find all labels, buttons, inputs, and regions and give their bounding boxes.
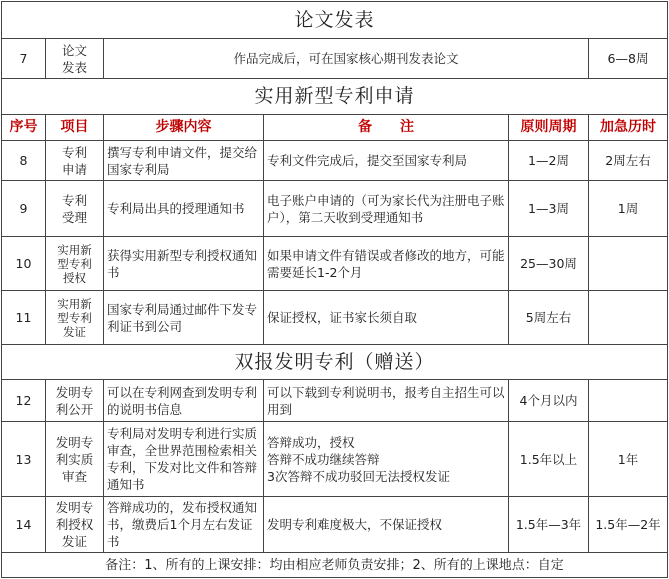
steps-cell: 答辩成功的，发布授权通知书，缴费后1个月左右发证书 (104, 497, 264, 553)
steps-cell: 可以在专利网查到发明专利的说明书信息 (104, 380, 264, 422)
header-item: 项目 (46, 115, 104, 141)
item-text: 论文 发表 (61, 42, 87, 75)
item-text: 发明专 利实质 审查 (55, 434, 94, 484)
period-cell: 6—8周 (589, 39, 668, 79)
item-cell (46, 497, 104, 553)
remarks-cell: 发明专利难度极大，不保证授权 (264, 497, 509, 553)
period-cell: 5周左右 (509, 291, 589, 345)
row-number: 14 (2, 497, 46, 553)
urgent-cell (589, 291, 668, 345)
period-cell: 1.5年以上 (509, 422, 589, 497)
item-cell (46, 237, 104, 291)
section-title-invention: 双报发明专利（赠送） (2, 345, 668, 380)
footnote-row (2, 553, 668, 578)
item-text: 实用新 型专利 发证 (57, 296, 92, 339)
section-title-row (2, 345, 668, 380)
row-number: 12 (2, 380, 46, 422)
table-row (2, 39, 668, 79)
item-text: 专利 申请 (61, 144, 87, 177)
item-text: 发明专 利公开 (55, 384, 94, 417)
item-text: 实用新 型专利 授权 (57, 242, 92, 285)
table-row (2, 380, 668, 422)
footnote: 备注：1、所有的上课安排：均由相应老师负责安排；2、所有的上课地点：自定 (2, 553, 668, 578)
remarks-cell: 电子账户申请的（可为家长代为注册电子账户），第二天收到受理通知书 (264, 181, 509, 237)
item-cell (46, 39, 104, 79)
period-cell: 1.5年—3年 (509, 497, 589, 553)
row-number: 8 (2, 141, 46, 181)
urgent-cell: 2周左右 (589, 141, 668, 181)
header-urgent: 加急历时 (589, 115, 668, 141)
item-cell (46, 291, 104, 345)
content-cell: 作品完成后，可在国家核心期刊发表论文 (104, 39, 589, 79)
steps-cell: 专利局出具的授理通知书 (104, 181, 264, 237)
section-title-paper: 论文发表 (2, 2, 668, 39)
row-number: 10 (2, 237, 46, 291)
remarks-text: 答辩成功，授权 答辩不成功继续答辩 3次答辩不成功驳回无法授权发证 (267, 434, 450, 484)
item-text: 发明专 利授权 发证 (55, 500, 94, 549)
section-title-utility: 实用新型专利申请 (2, 79, 668, 115)
urgent-cell: 1周 (589, 181, 668, 237)
row-number: 11 (2, 291, 46, 345)
remarks-cell: 可以下载到专利说明书，报考自主招生可以用到 (264, 380, 509, 422)
header-period: 原则周期 (509, 115, 589, 141)
period-cell: 25—30周 (509, 237, 589, 291)
remarks-cell: 如果申请文件有错误或者修改的地方，可能需要延长1-2个月 (264, 237, 509, 291)
remarks-cell: 专利文件完成后，提交至国家专利局 (264, 141, 509, 181)
item-cell (46, 422, 104, 497)
row-number: 13 (2, 422, 46, 497)
table-row (2, 497, 668, 553)
urgent-cell (589, 237, 668, 291)
remarks-cell (264, 422, 509, 497)
steps-cell: 撰写专利申请文件，提交给国家专利局 (104, 141, 264, 181)
urgent-cell (589, 380, 668, 422)
remarks-cell: 保证授权，证书家长须自取 (264, 291, 509, 345)
table-row (2, 291, 668, 345)
item-cell (46, 181, 104, 237)
section-title-row (2, 79, 668, 115)
header-steps: 步骤内容 (104, 115, 264, 141)
item-cell (46, 141, 104, 181)
steps-cell: 专利局对发明专利进行实质审查，全世界范围检索相关专利，下发对比文件和答辩通知书 (104, 422, 264, 497)
section-title-row (2, 2, 668, 39)
table-row (2, 141, 668, 181)
steps-cell: 国家专利局通过邮件下发专利证书到公司 (104, 291, 264, 345)
table-row (2, 181, 668, 237)
table-row (2, 422, 668, 497)
table-row (2, 237, 668, 291)
header-remarks: 备 注 (264, 115, 509, 141)
row-number: 7 (2, 39, 46, 79)
period-cell: 1—2周 (509, 141, 589, 181)
urgent-cell: 1.5年—2年 (589, 497, 668, 553)
steps-cell: 获得实用新型专利授权通知书 (104, 237, 264, 291)
patent-schedule-table (1, 1, 668, 578)
header-no: 序号 (2, 115, 46, 141)
item-text: 专利 受理 (61, 192, 87, 225)
item-cell (46, 380, 104, 422)
period-cell: 1—3周 (509, 181, 589, 237)
period-cell: 4个月以内 (509, 380, 589, 422)
row-number: 9 (2, 181, 46, 237)
urgent-cell: 1年 (589, 422, 668, 497)
header-row (2, 115, 668, 141)
